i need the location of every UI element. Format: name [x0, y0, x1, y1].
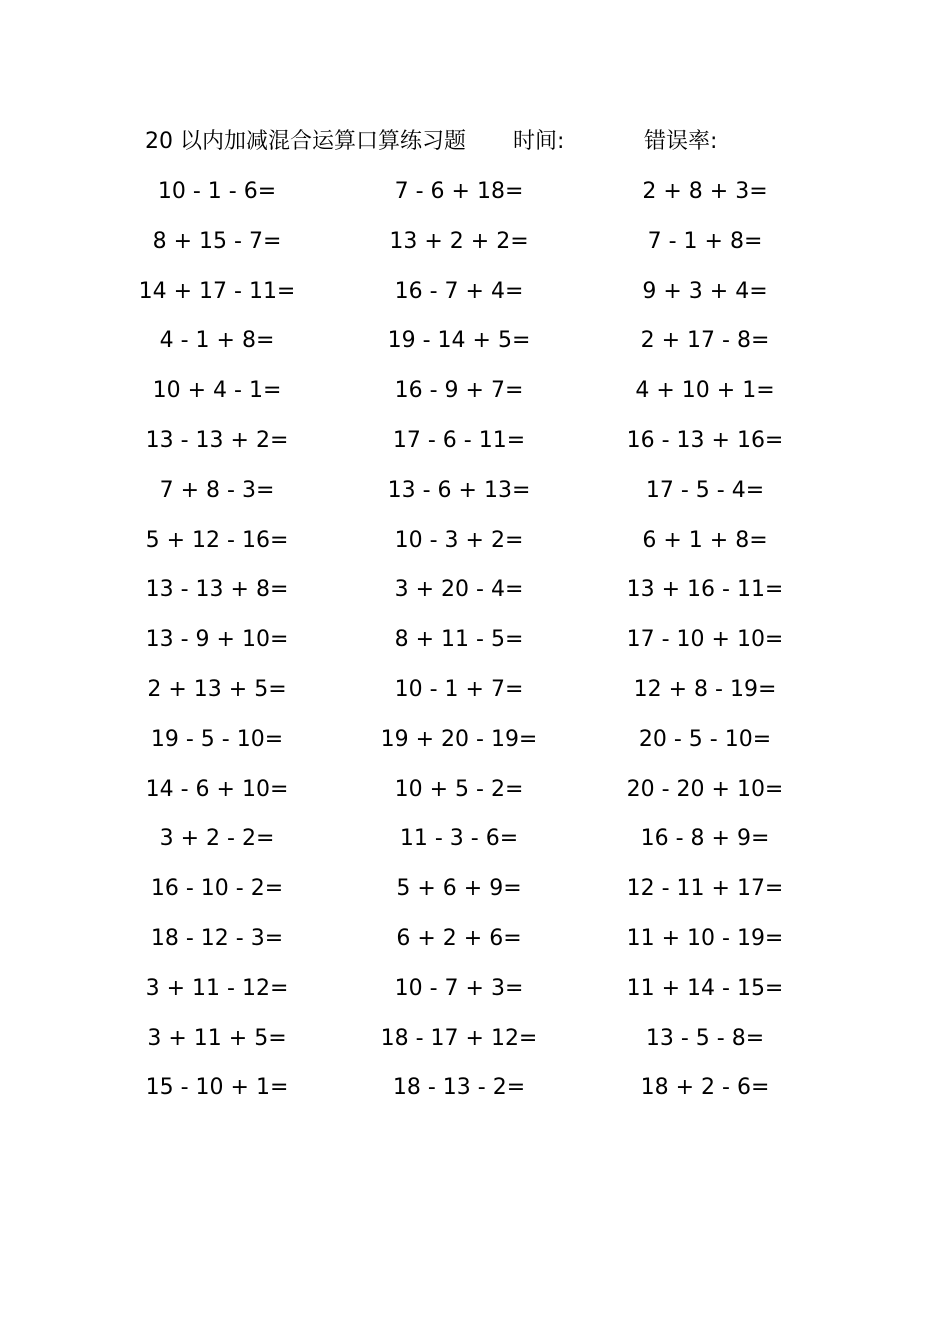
- problem-row: [0, 366, 950, 416]
- time-label: 时间:: [513, 129, 565, 154]
- arithmetic-problem: 18 - 13 - 2=: [392, 1075, 526, 1101]
- arithmetic-problem: 13 - 9 + 10=: [145, 627, 289, 653]
- arithmetic-problem: 10 + 5 - 2=: [394, 776, 524, 802]
- worksheet-header: [0, 124, 950, 160]
- arithmetic-problem: 16 - 7 + 4=: [394, 278, 524, 304]
- arithmetic-problem: 7 + 8 - 3=: [159, 477, 275, 503]
- problem-row: [0, 914, 950, 964]
- arithmetic-problem: 13 - 6 + 13=: [387, 477, 531, 503]
- problem-row: [0, 665, 950, 715]
- problem-row: [0, 466, 950, 516]
- problem-row: [0, 814, 950, 864]
- arithmetic-problem: 5 + 12 - 16=: [145, 527, 289, 553]
- arithmetic-problem: 3 + 11 + 5=: [147, 1025, 287, 1051]
- arithmetic-problem: 17 - 6 - 11=: [392, 427, 526, 453]
- arithmetic-problem: 19 - 14 + 5=: [387, 328, 531, 354]
- arithmetic-problem: 3 + 2 - 2=: [159, 826, 275, 852]
- arithmetic-problem: 20 - 20 + 10=: [626, 776, 784, 802]
- arithmetic-problem: 16 - 8 + 9=: [640, 826, 770, 852]
- arithmetic-problem: 10 - 7 + 3=: [394, 975, 524, 1001]
- problem-row: [0, 267, 950, 317]
- arithmetic-problem: 16 - 9 + 7=: [394, 378, 524, 404]
- arithmetic-problem: 14 - 6 + 10=: [145, 776, 289, 802]
- arithmetic-problem: 2 + 13 + 5=: [147, 676, 287, 702]
- arithmetic-problem: 11 + 14 - 15=: [626, 975, 784, 1001]
- arithmetic-problem: 6 + 2 + 6=: [396, 925, 522, 951]
- arithmetic-problem: 17 - 10 + 10=: [626, 627, 784, 653]
- problem-row: [0, 416, 950, 466]
- arithmetic-problem: 2 + 17 - 8=: [640, 328, 770, 354]
- arithmetic-problem: 18 - 12 - 3=: [150, 925, 284, 951]
- problem-row: [0, 516, 950, 566]
- arithmetic-problem: 7 - 6 + 18=: [394, 179, 524, 204]
- arithmetic-problem: 19 + 20 - 19=: [380, 726, 538, 752]
- arithmetic-problem: 14 + 17 - 11=: [138, 278, 296, 304]
- arithmetic-problem: 13 - 13 + 8=: [145, 577, 289, 603]
- arithmetic-problem: 4 - 1 + 8=: [159, 328, 275, 354]
- arithmetic-problem: 12 + 8 - 19=: [633, 676, 777, 702]
- arithmetic-problem: 13 - 5 - 8=: [645, 1025, 765, 1051]
- arithmetic-problem: 4 + 10 + 1=: [635, 378, 775, 404]
- arithmetic-problem: 8 + 15 - 7=: [152, 228, 282, 254]
- arithmetic-problem: 16 - 13 + 16=: [626, 427, 784, 453]
- problem-row: [0, 217, 950, 267]
- arithmetic-problem: 17 - 5 - 4=: [645, 477, 765, 503]
- arithmetic-problem: 13 + 2 + 2=: [389, 228, 529, 254]
- arithmetic-problem: 3 + 20 - 4=: [394, 577, 524, 603]
- arithmetic-problem: 18 - 17 + 12=: [380, 1025, 538, 1051]
- arithmetic-problem: 10 - 1 - 6=: [157, 179, 277, 204]
- arithmetic-problem: 3 + 11 - 12=: [145, 975, 289, 1001]
- arithmetic-problem: 5 + 6 + 9=: [396, 876, 522, 902]
- error-rate-label: 错误率:: [644, 129, 718, 154]
- arithmetic-problem: 7 - 1 + 8=: [647, 228, 763, 254]
- problem-row: [0, 1014, 950, 1064]
- arithmetic-problem: 11 - 3 - 6=: [399, 826, 519, 852]
- problem-row: [0, 167, 950, 217]
- arithmetic-problem: 2 + 8 + 3=: [642, 179, 768, 204]
- arithmetic-problem: 10 - 3 + 2=: [394, 527, 524, 553]
- arithmetic-problem: 20 - 5 - 10=: [638, 726, 772, 752]
- arithmetic-problem: 13 + 16 - 11=: [626, 577, 784, 603]
- arithmetic-problem: 16 - 10 - 2=: [150, 876, 284, 902]
- problem-row: [0, 565, 950, 615]
- problem-row: [0, 864, 950, 914]
- arithmetic-problem: 15 - 10 + 1=: [145, 1075, 289, 1101]
- arithmetic-problem: 12 - 11 + 17=: [626, 876, 784, 902]
- problem-row: [0, 765, 950, 815]
- worksheet-title: 20 以内加减混合运算口算练习题: [145, 129, 466, 154]
- arithmetic-problem: 10 + 4 - 1=: [152, 378, 282, 404]
- arithmetic-problem: 13 - 13 + 2=: [145, 427, 289, 453]
- arithmetic-problem: 6 + 1 + 8=: [642, 527, 768, 553]
- arithmetic-problem: 8 + 11 - 5=: [394, 627, 524, 653]
- problem-row: [0, 715, 950, 765]
- problem-row: [0, 964, 950, 1014]
- arithmetic-problem: 10 - 1 + 7=: [394, 676, 524, 702]
- problem-row: [0, 615, 950, 665]
- arithmetic-problem: 18 + 2 - 6=: [640, 1075, 770, 1101]
- arithmetic-problem: 9 + 3 + 4=: [642, 278, 768, 304]
- problem-row: [0, 1063, 950, 1113]
- problem-grid: [0, 167, 950, 1113]
- problem-row: [0, 316, 950, 366]
- arithmetic-problem: 11 + 10 - 19=: [626, 925, 784, 951]
- arithmetic-problem: 19 - 5 - 10=: [150, 726, 284, 752]
